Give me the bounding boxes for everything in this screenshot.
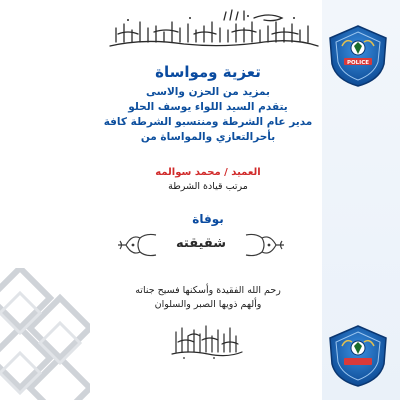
message-line: بمزيد من الحزن والاسى bbox=[146, 86, 270, 98]
officer-name: العميد / محمد سوالمه bbox=[155, 167, 261, 178]
occasion-label: بوفاة bbox=[192, 212, 224, 226]
svg-text:POLICE: POLICE bbox=[346, 60, 370, 66]
police-emblem-icon bbox=[326, 24, 390, 88]
card-title: تعزية ومواساة bbox=[155, 63, 261, 81]
message-line: يتقدم السيد اللواء يوسف الحلو bbox=[128, 101, 288, 113]
prayer-line: وألهم ذويها الصبر والسلوان bbox=[154, 299, 262, 310]
prayer-line: رحم الله الفقيدة وأسكنها فسيح جناته bbox=[135, 285, 281, 296]
officer-unit: مرتب قيادة الشرطة bbox=[168, 181, 248, 192]
message-line: بأحرالتعازي والمواساة من bbox=[140, 131, 276, 143]
message-line: مدير عام الشرطة ومنتسبو الشرطة كافة bbox=[103, 116, 313, 128]
geometric-pattern bbox=[0, 268, 90, 400]
police-emblem-icon bbox=[326, 324, 390, 388]
closing-calligraphy bbox=[168, 322, 246, 360]
relation-label: شقيقته bbox=[176, 236, 226, 251]
basmala-calligraphy bbox=[104, 8, 324, 50]
